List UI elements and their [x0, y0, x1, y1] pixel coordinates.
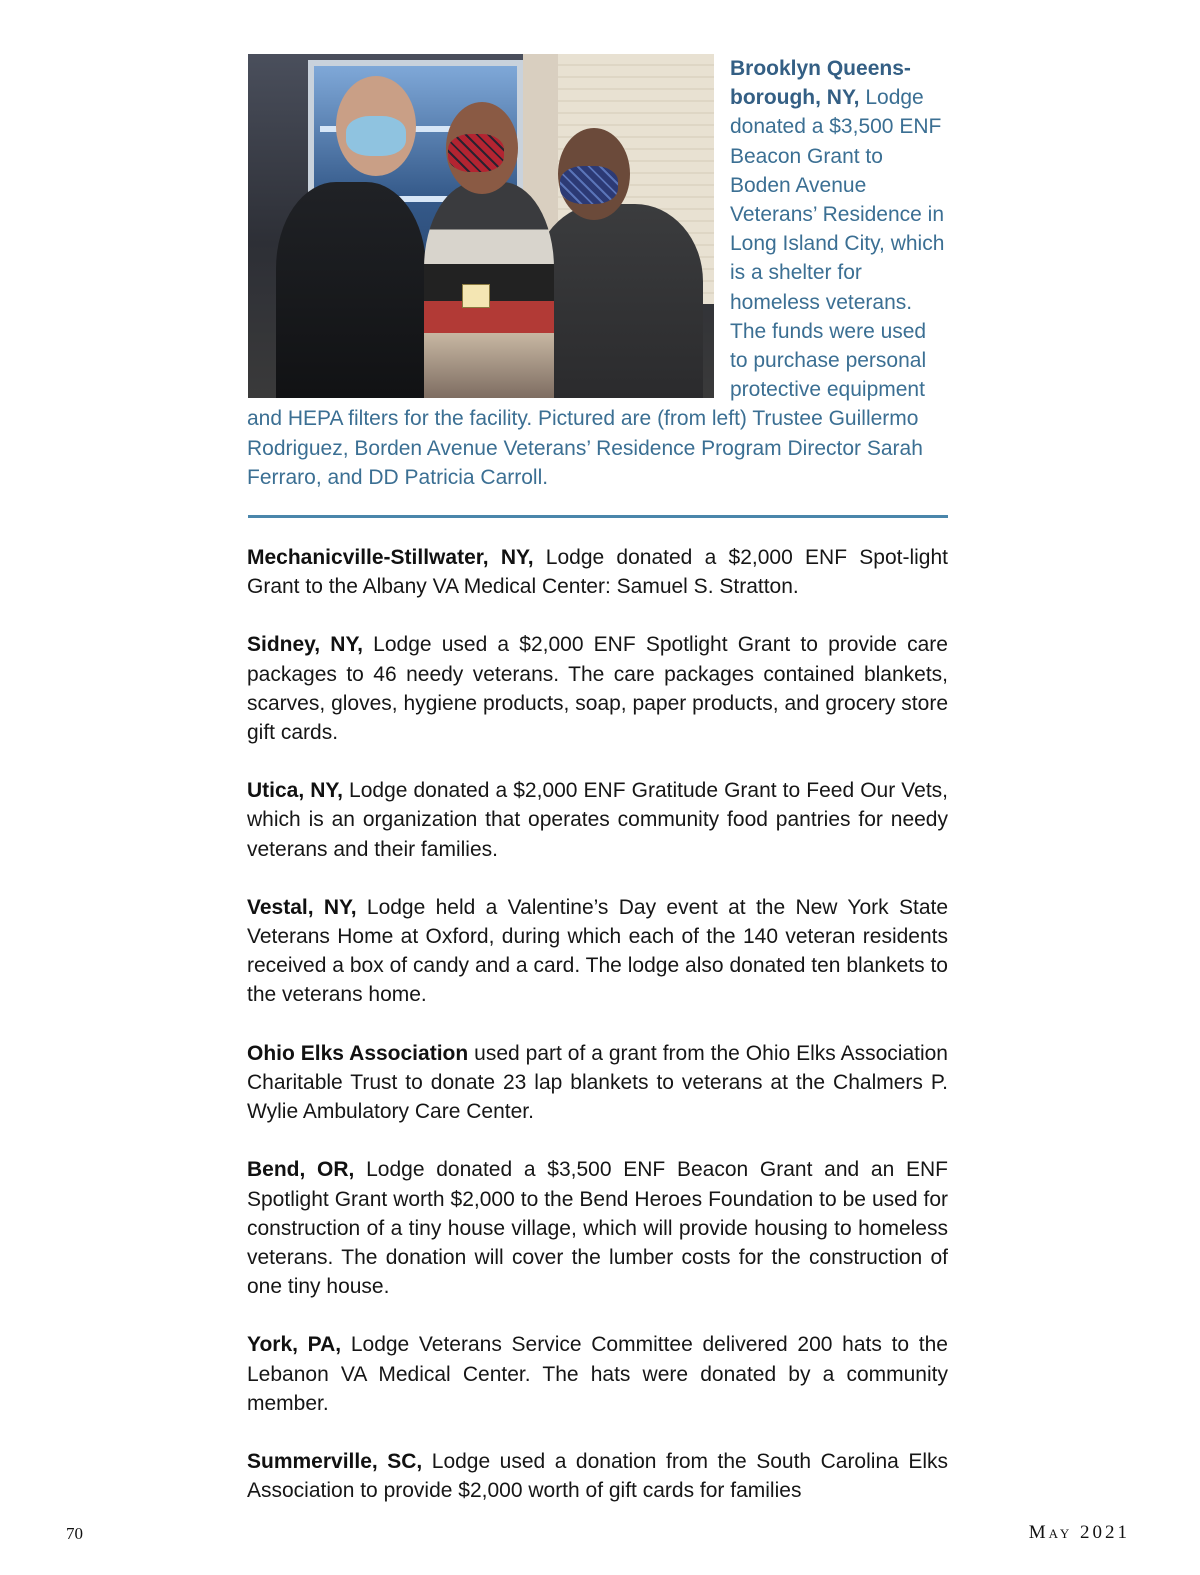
news-item: [247, 1330, 948, 1418]
news-item-heading: Utica, NY,: [247, 779, 343, 803]
news-items-list: [247, 543, 948, 1505]
id-badge-graphic: [462, 284, 490, 308]
news-item-body: Lodge used a $2,000 ENF Spotlight Grant to provide care packages to 46 needy veterans. The care packages contained blankets, scarves, gloves, hygiene products, soap, paper products, and grocery store gift cards.: [247, 633, 948, 745]
section-divider: [248, 515, 948, 518]
news-item-body: Lodge held a Valentine’s Day event at the New York State Veterans Home at Oxford, during which each of the 140 veteran residents received a box of candy and a card. The lodge also donated ten blankets to the veterans home.: [247, 895, 949, 1007]
page-number: 70: [66, 1524, 83, 1543]
mask-left-graphic: [346, 116, 406, 156]
news-item: [247, 543, 948, 601]
news-item-heading: Ohio Elks Association: [247, 1041, 469, 1065]
feature-block: [247, 54, 948, 492]
mask-center-graphic: [448, 134, 504, 172]
person-right-graphic: [533, 204, 703, 398]
news-item-body: Lodge used a donation from the South Carolina Elks Association to provide $2,000 worth of gift cards for families: [247, 1449, 948, 1503]
lodge-members-photo: [248, 54, 714, 398]
feature-heading: Brooklyn Queens-borough, NY,: [730, 57, 911, 110]
news-item: [247, 1447, 948, 1505]
news-item: [247, 630, 948, 747]
news-item-heading: Vestal, NY,: [247, 895, 357, 919]
news-item-heading: York, PA,: [247, 1333, 342, 1357]
feature-body: Lodge donated a $3,500 ENF Beacon Grant to Boden Avenue Veterans’ Residence in Long Island City, which is a shelter for homeless veterans. The funds were used to purchase personal protective equipment and HEPA filters for the facility. Pictured are (from left) Trustee Guillermo Rodriguez, Borden Avenue Veterans’ Residence Program Director Sarah Ferraro, and DD Patricia Carroll.: [247, 86, 945, 489]
news-item: [247, 893, 948, 1010]
person-left-graphic: [276, 182, 426, 398]
news-item-body: used part of a grant from the Ohio Elks Association Charitable Trust to donate 23 lap blankets to veterans at the Chalmers P. Wylie Ambulatory Care Center.: [247, 1041, 948, 1124]
news-item-body: Lodge Veterans Service Committee delivered 200 hats to the Lebanon VA Medical Center. The hats were donated by a community member.: [247, 1333, 948, 1415]
news-item-body: Lodge donated a $3,500 ENF Beacon Grant and an ENF Spotlight Grant worth $2,000 to the Bend Heroes Foundation to be used for construction of a tiny house village, which will provide housing to homeless veterans. The donation will cover the lumber costs for the construction of one tiny house.: [247, 1158, 948, 1299]
news-item-heading: Mechanicville-Stillwater, NY,: [247, 546, 534, 570]
mask-right-graphic: [560, 166, 618, 204]
news-item: [247, 1039, 948, 1127]
news-item-body: Lodge donated a $2,000 ENF Gratitude Grant to Feed Our Vets, which is an organization that operates community food pantries for needy veterans and their families.: [247, 779, 948, 861]
news-item-heading: Summerville, SC,: [247, 1449, 423, 1473]
news-item: [247, 1155, 948, 1301]
news-item-heading: Bend, OR,: [247, 1158, 355, 1182]
article-column: [247, 54, 948, 1534]
issue-date: May 2021: [1028, 1522, 1130, 1543]
news-item: [247, 776, 948, 864]
news-item-heading: Sidney, NY,: [247, 633, 363, 657]
news-item-body: Lodge donated a $2,000 ENF Spot-light Grant to the Albany VA Medical Center: Samuel S. Stratton.: [247, 546, 948, 599]
